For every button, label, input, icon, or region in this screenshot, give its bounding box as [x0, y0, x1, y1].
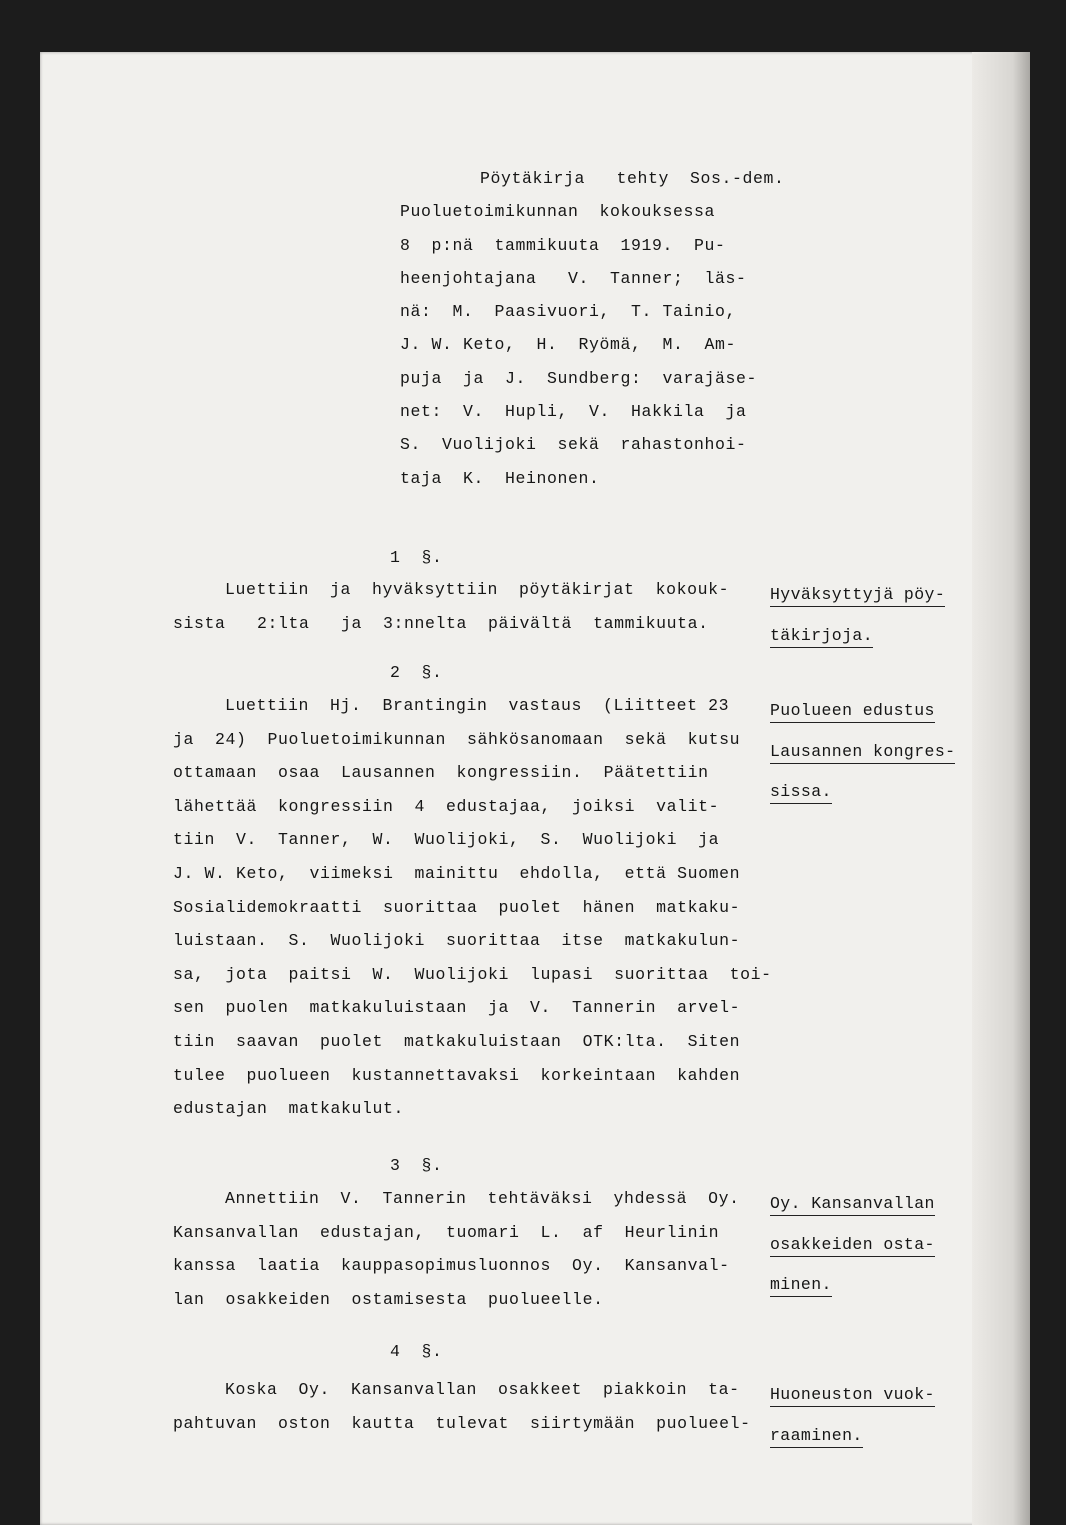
- paragraph-line: kanssa laatia kauppasopimusluonnos Oy. Kansanval-: [173, 1256, 730, 1276]
- header-line: puja ja J. Sundberg: varajäse-: [400, 368, 758, 388]
- section-4-text: [173, 1373, 773, 1440]
- margin-note-line: raaminen.: [770, 1425, 863, 1448]
- section-3-number: 3 §.: [390, 1156, 443, 1175]
- section-3-text: [173, 1182, 773, 1316]
- paragraph-line: Annettiin V. Tannerin tehtäväksi yhdessä Oy.: [225, 1189, 740, 1208]
- paragraph-line: sista 2:lta ja 3:nnelta päivältä tammikuuta.: [173, 613, 709, 633]
- header-line: heenjohtajana V. Tanner; läs-: [400, 268, 747, 288]
- margin-note-line: Oy. Kansanvallan: [770, 1193, 935, 1216]
- section-4-number: 4 §.: [390, 1342, 443, 1361]
- section-2-number: 2 §.: [390, 663, 443, 682]
- paragraph-line: Kansanvallan edustajan, tuomari L. af Heurlinin: [173, 1222, 720, 1242]
- paragraph-line: ja 24) Puoluetoimikunnan sähkösanomaan sekä kutsu: [173, 729, 741, 749]
- header-line: net: V. Hupli, V. Hakkila ja: [400, 402, 747, 422]
- header-line: 8 p:nä tammikuuta 1919. Pu-: [400, 235, 726, 255]
- header-line: Puoluetoimikunnan kokouksessa: [400, 202, 716, 222]
- header-line: J. W. Keto, H. Ryömä, M. Am-: [400, 335, 737, 355]
- minutes-header: [400, 162, 800, 495]
- section-1-number: 1 §.: [390, 548, 443, 567]
- section-2-margin-note: [770, 694, 970, 816]
- paragraph-line: ottamaan osaa Lausannen kongressiin. Päätettiin: [173, 763, 709, 783]
- margin-note-line: Hyväksyttyjä pöy-: [770, 584, 945, 607]
- header-line: nä: M. Paasivuori, T. Tainio,: [400, 302, 737, 322]
- paragraph-line: edustajan matkakulut.: [173, 1099, 405, 1119]
- margin-note-line: sissa.: [770, 781, 832, 804]
- margin-note-line: minen.: [770, 1274, 832, 1297]
- margin-note-line: Lausannen kongres-: [770, 741, 955, 764]
- paragraph-line: tiin saavan puolet matkakuluistaan OTK:lta. Siten: [173, 1031, 741, 1051]
- page-edge-shadow: [972, 52, 1030, 1525]
- header-line: S. Vuolijoki sekä rahastonhoi-: [400, 435, 747, 455]
- paragraph-line: J. W. Keto, viimeksi mainittu ehdolla, että Suomen: [173, 863, 741, 883]
- paragraph-line: luistaan. S. Wuolijoki suorittaa itse matkakulun-: [173, 931, 741, 951]
- section-2-text: [173, 689, 773, 1126]
- paragraph-line: sa, jota paitsi W. Wuolijoki lupasi suorittaa toi-: [173, 964, 772, 984]
- paragraph-line: pahtuvan oston kautta tulevat siirtymään puolueel-: [173, 1413, 751, 1433]
- section-1-margin-note: [770, 578, 970, 659]
- section-1-text: [173, 573, 773, 640]
- paragraph-line: Sosialidemokraatti suorittaa puolet hänen matkaku-: [173, 897, 741, 917]
- header-line: taja K. Heinonen.: [400, 468, 600, 488]
- margin-note-line: Puolueen edustus: [770, 700, 935, 723]
- section-4-margin-note: [770, 1378, 970, 1459]
- paragraph-line: sen puolen matkakuluistaan ja V. Tannerin arvel-: [173, 998, 741, 1018]
- margin-note-line: täkirjoja.: [770, 625, 873, 648]
- paragraph-line: lan osakkeiden ostamisesta puolueelle.: [173, 1289, 604, 1309]
- paragraph-line: tiin V. Tanner, W. Wuolijoki, S. Wuolijoki ja: [173, 830, 720, 850]
- document-page: [40, 52, 1030, 1525]
- margin-note-line: osakkeiden osta-: [770, 1234, 935, 1257]
- header-line: Pöytäkirja tehty Sos.-dem.: [480, 169, 785, 188]
- paragraph-line: tulee puolueen kustannettavaksi korkeintaan kahden: [173, 1065, 741, 1085]
- paragraph-line: Koska Oy. Kansanvallan osakkeet piakkoin ta-: [225, 1380, 740, 1399]
- section-3-margin-note: [770, 1187, 970, 1309]
- margin-note-line: Huoneuston vuok-: [770, 1384, 935, 1407]
- paragraph-line: lähettää kongressiin 4 edustajaa, joiksi valit-: [173, 796, 720, 816]
- paragraph-line: Luettiin Hj. Brantingin vastaus (Liitteet 23: [225, 696, 730, 715]
- paragraph-line: Luettiin ja hyväksyttiin pöytäkirjat kokouk-: [225, 580, 730, 599]
